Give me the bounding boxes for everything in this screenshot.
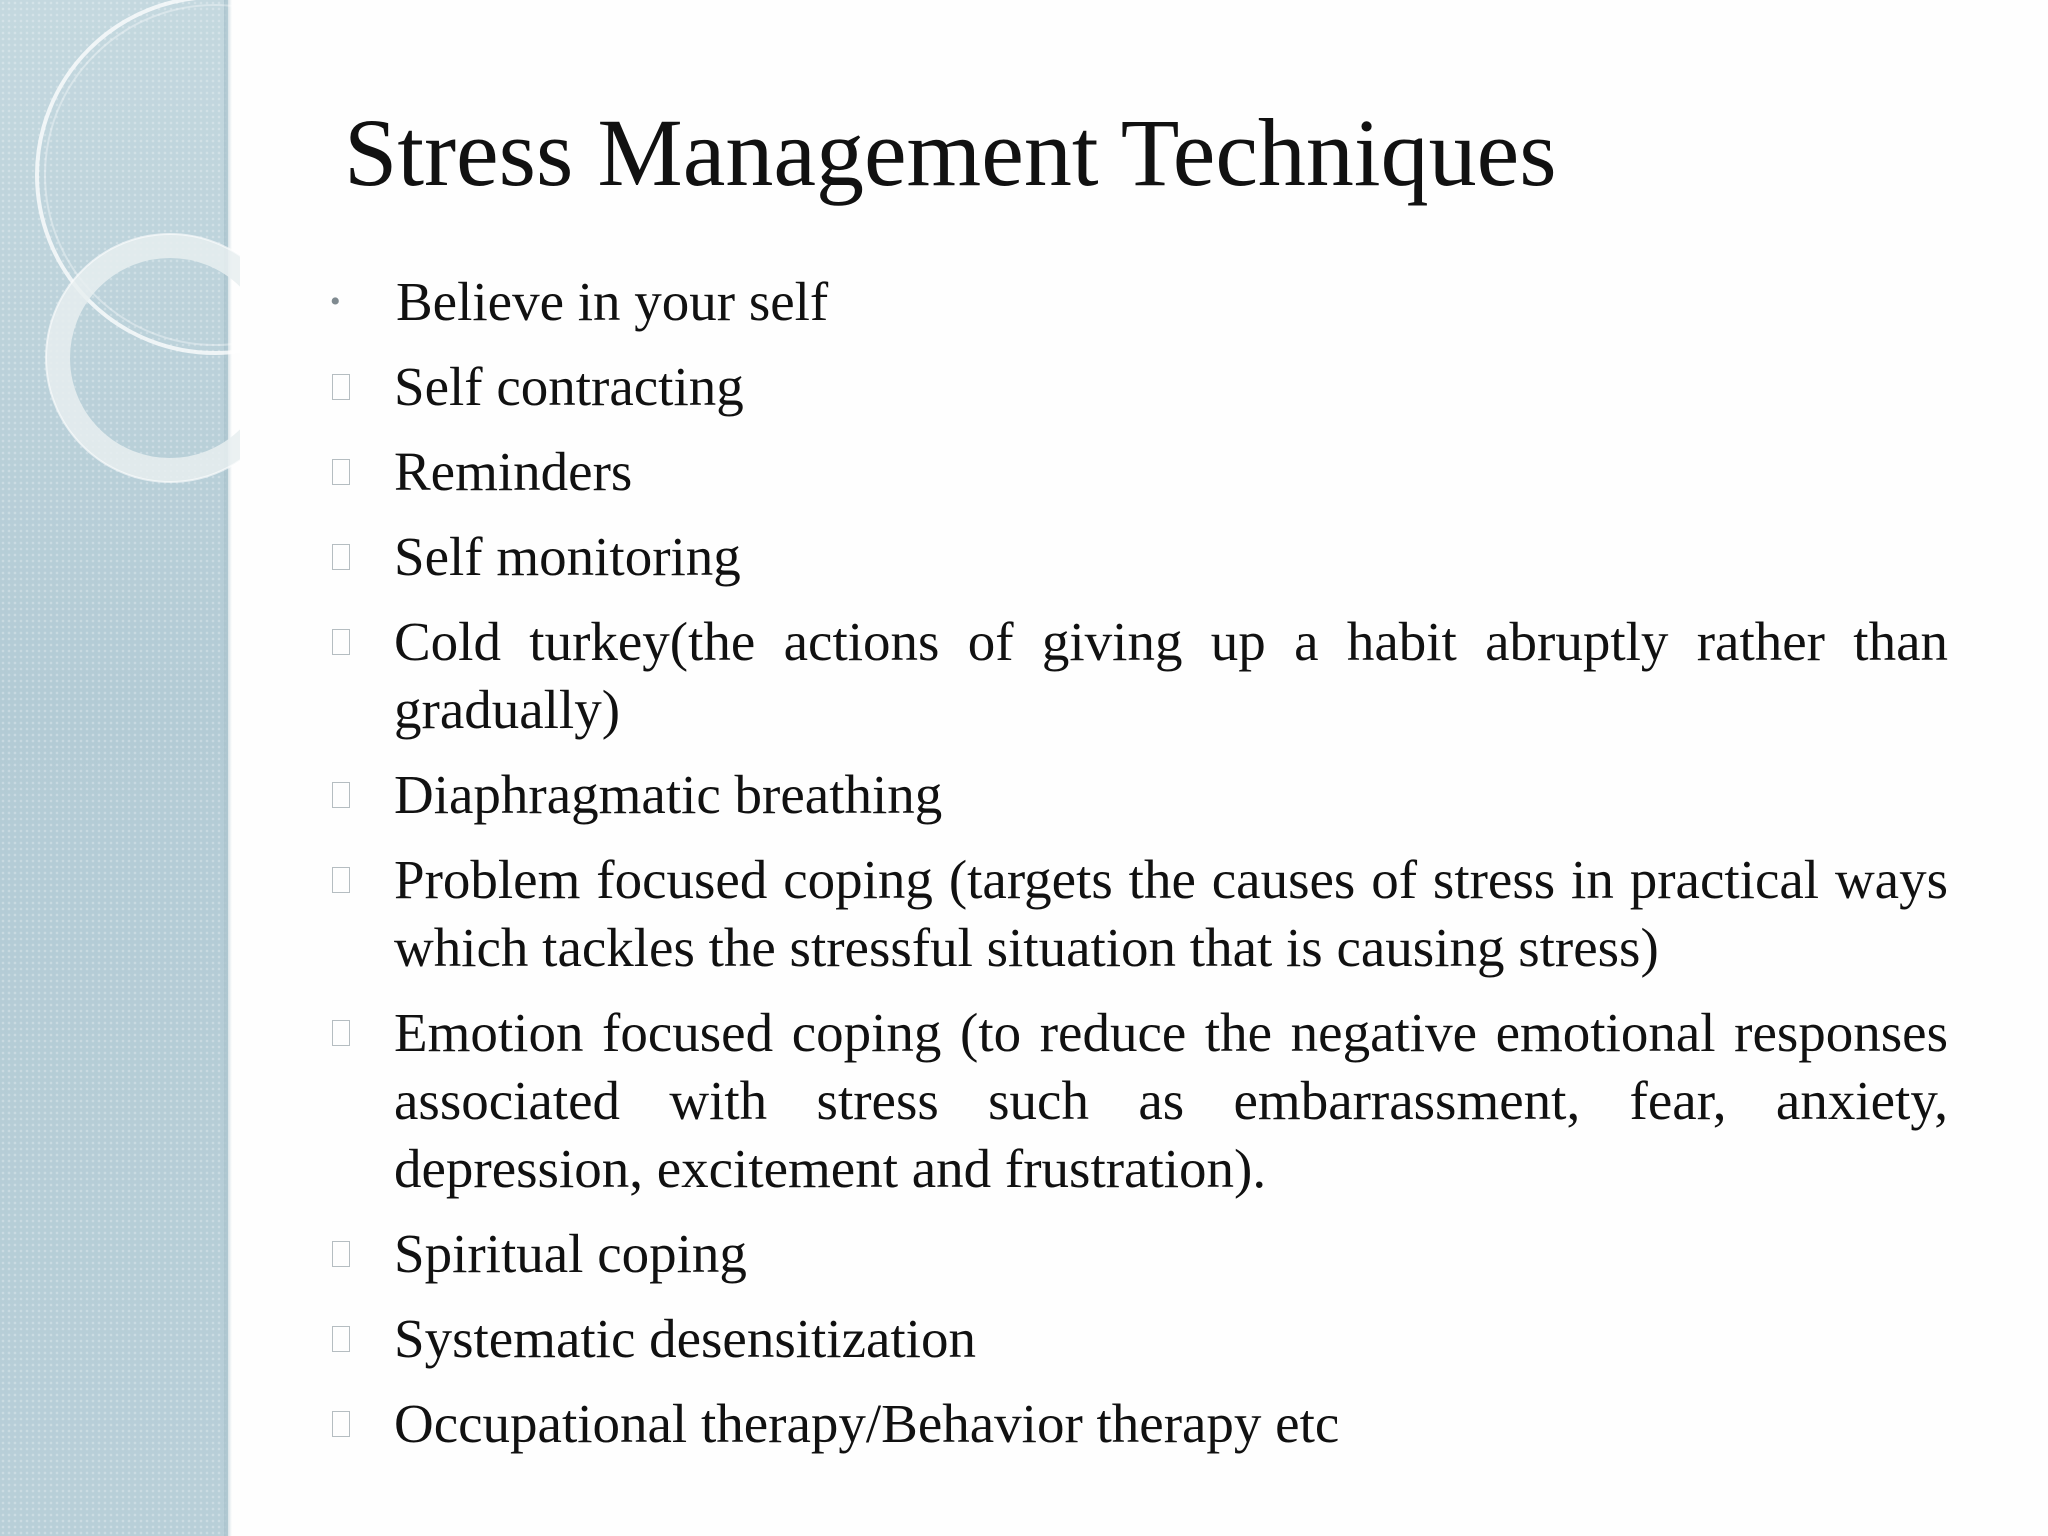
- list-item-text: Believe in your self: [396, 271, 829, 332]
- list-item: [328, 1390, 1948, 1458]
- list-item: [328, 1220, 1948, 1288]
- list-item-text: Self contracting: [394, 356, 744, 417]
- list-item-text: Reminders: [394, 441, 633, 502]
- bullet-box-icon: [328, 523, 394, 591]
- small-ring: [58, 246, 240, 470]
- list-item-text: Systematic desensitization: [394, 1308, 976, 1369]
- list-item-text: Occupational therapy/Behavior therapy etc: [394, 1393, 1340, 1454]
- list-item: [328, 438, 1948, 506]
- list-item-text: Emotion focused coping (to reduce the negative emotional responses associated with stress such as embarrassment, fear, anxiety, depression, excitement and frustration).: [394, 1002, 1948, 1199]
- list-item: [328, 999, 1948, 1203]
- list-item: [328, 523, 1948, 591]
- list-item-text: Diaphragmatic breathing: [394, 764, 943, 825]
- bullet-box-icon: [328, 608, 394, 676]
- list-item-text: Cold turkey(the actions of giving up a habit abruptly rather than gradually): [394, 611, 1948, 740]
- list-item: [328, 846, 1948, 982]
- slide-title: Stress Management Techniques: [344, 99, 1557, 206]
- decorative-rings: [0, 0, 240, 520]
- bullet-box-icon: [328, 438, 394, 506]
- list-item: [328, 761, 1948, 829]
- list-item: [328, 608, 1948, 744]
- bullet-box-icon: [328, 353, 394, 421]
- bullet-box-icon: [328, 999, 394, 1067]
- bullet-box-icon: [328, 1220, 394, 1288]
- bullet-dot-icon: •: [330, 285, 341, 318]
- bullet-box-icon: [328, 846, 394, 914]
- list-item: [328, 353, 1948, 421]
- bullet-box-icon: [328, 761, 394, 829]
- list-item-text: Self monitoring: [394, 526, 741, 587]
- technique-list: [328, 268, 1948, 1475]
- bullet-box-icon: [328, 1305, 394, 1373]
- list-item-text: Problem focused coping (targets the causes of stress in practical ways which tackles the stressful situation that is causing stress): [394, 849, 1948, 978]
- list-item: [328, 268, 1948, 336]
- list-item-text: Spiritual coping: [394, 1223, 747, 1284]
- list-item: [328, 1305, 1948, 1373]
- bullet-box-icon: [328, 1390, 394, 1458]
